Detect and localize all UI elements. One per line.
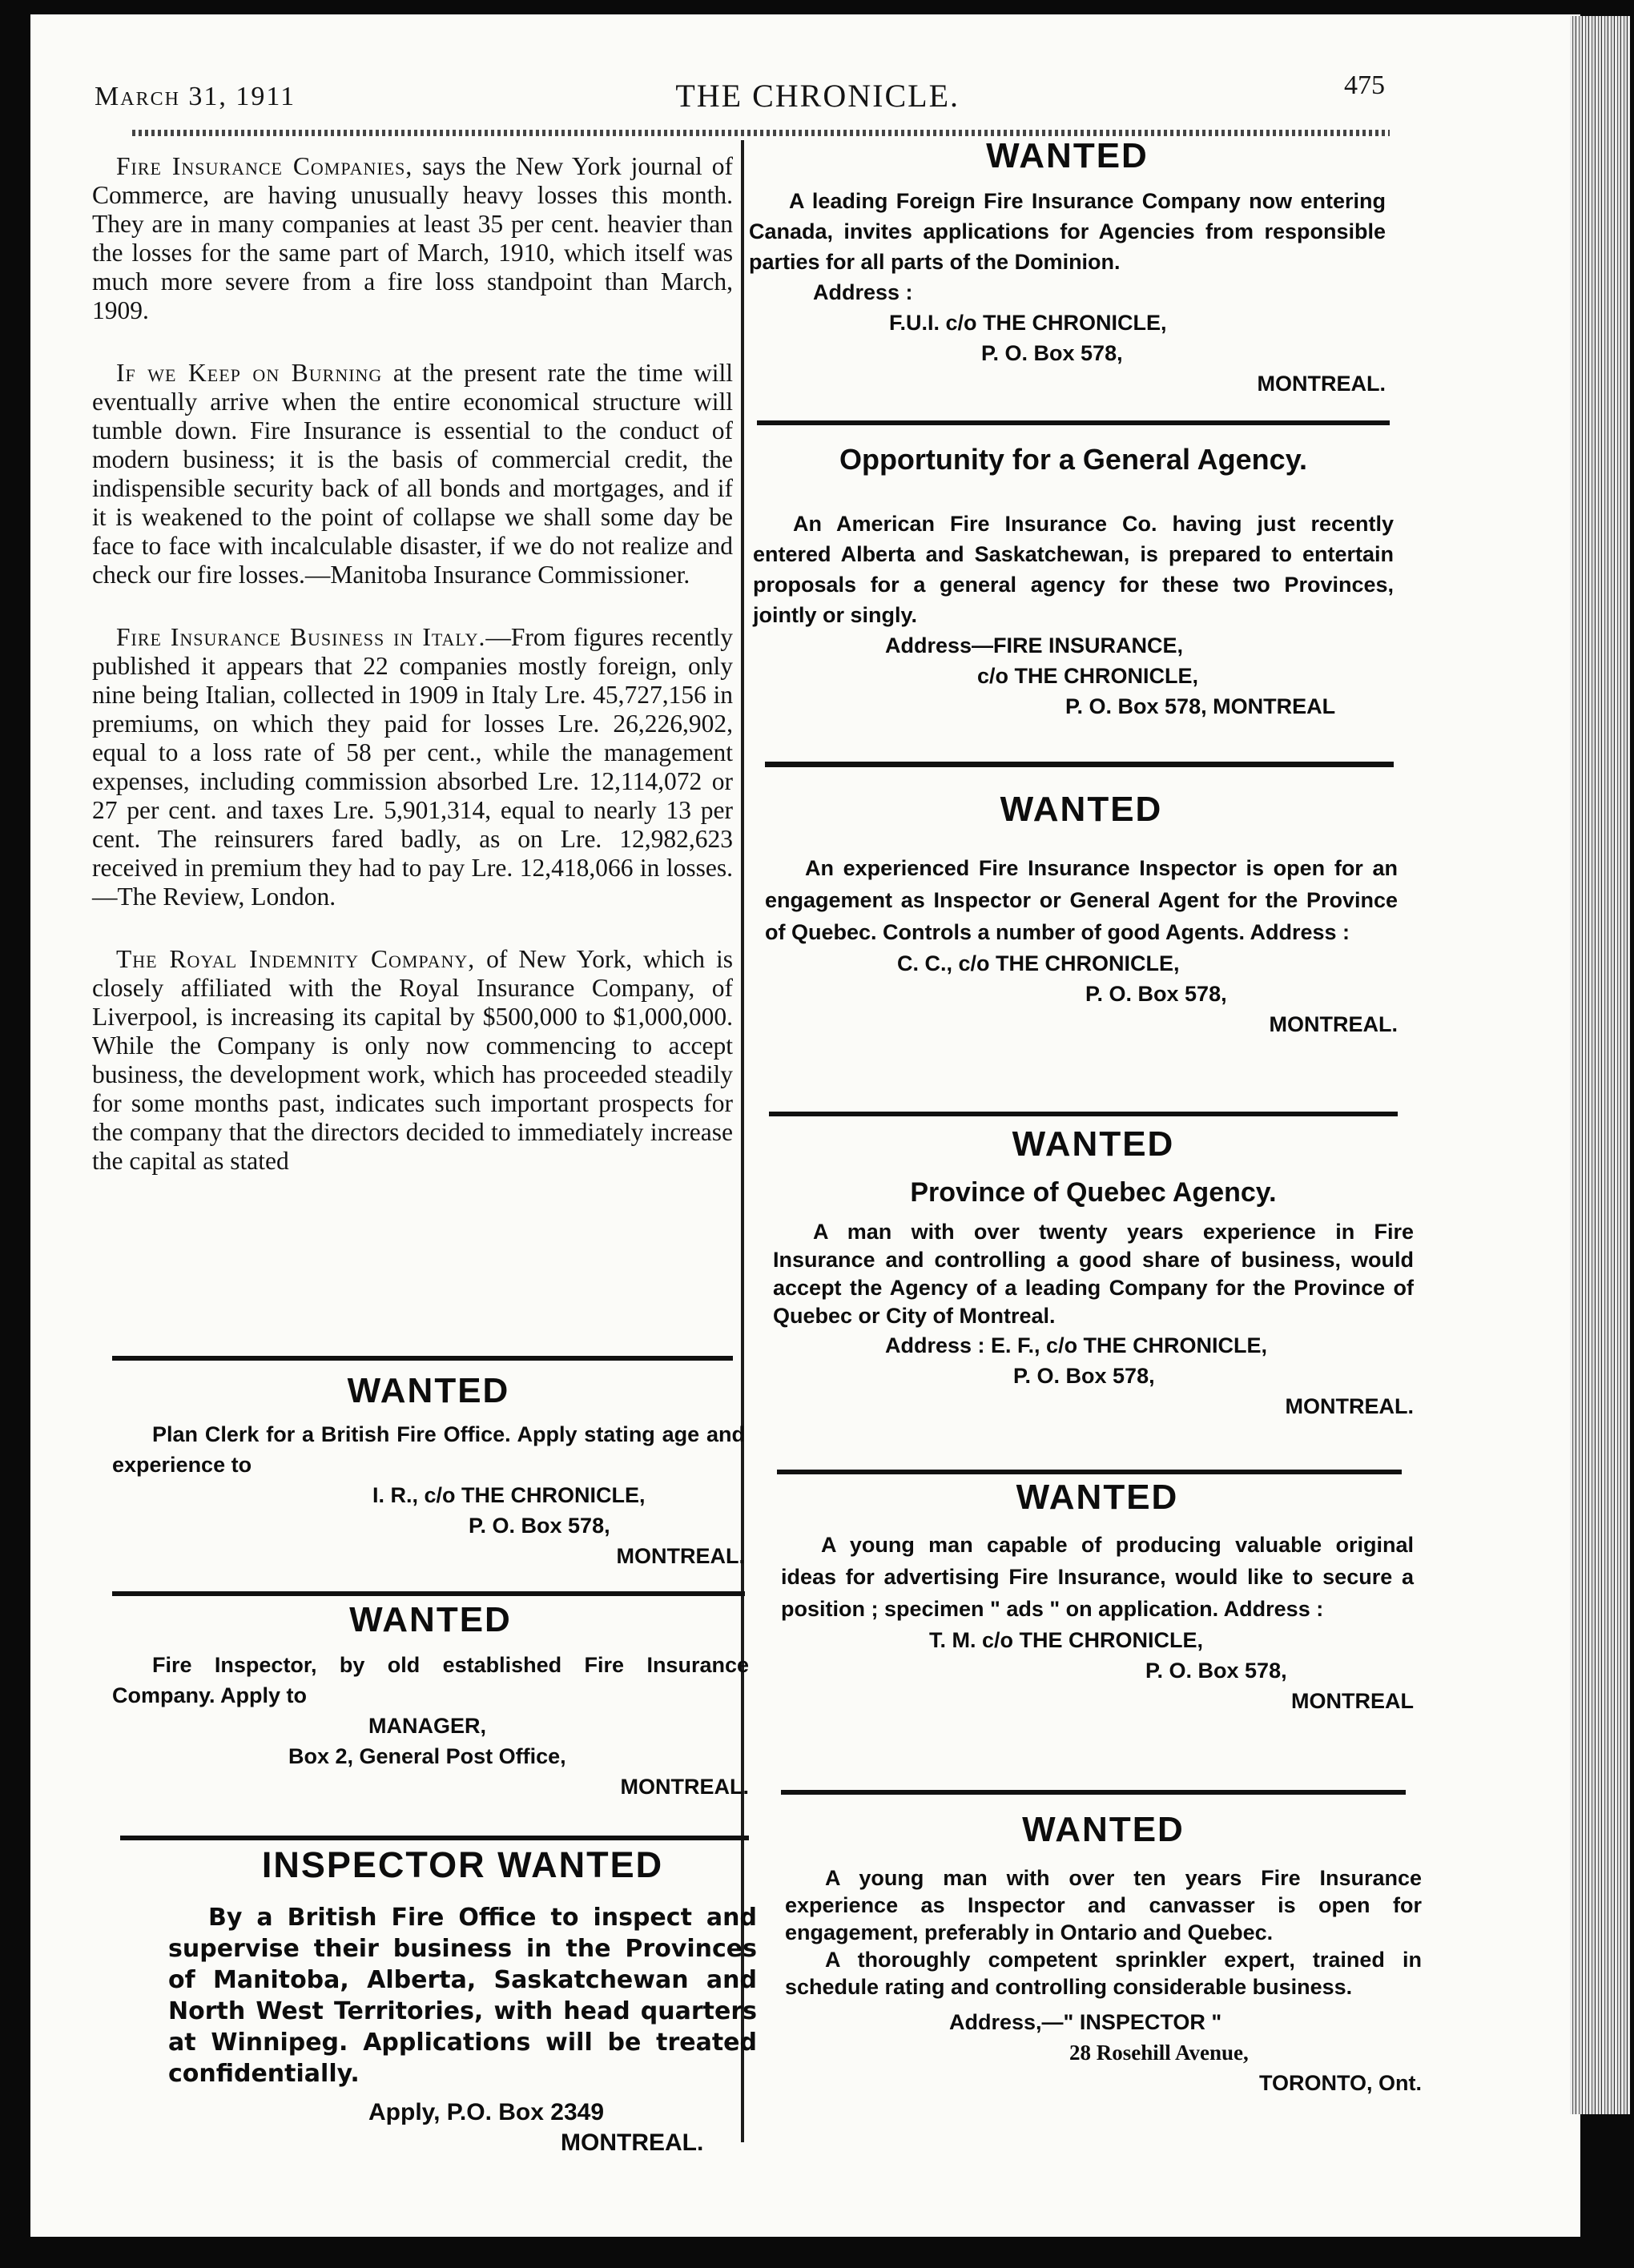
- ad-address-city: MONTREAL.: [616, 1544, 745, 1568]
- ad-separator: [112, 1591, 745, 1596]
- page-number: 475: [1344, 70, 1385, 100]
- ad-address-line: C. C., c/o THE CHRONICLE,: [897, 951, 1180, 975]
- ad-address-line: P. O. Box 578,: [1145, 1659, 1287, 1683]
- editorial-paragraph: [92, 623, 733, 911]
- page-header: [62, 70, 1384, 127]
- ad-heading: WANTED: [1012, 1124, 1175, 1164]
- ad-separator: [777, 1470, 1402, 1474]
- ad-wanted-inspector-quebec: [765, 790, 1398, 1040]
- ad-address-city: MONTREAL.: [1285, 1394, 1414, 1418]
- issue-date: March 31, 1911: [95, 82, 296, 111]
- ad-wanted-sprinkler-expert: [785, 1810, 1422, 2098]
- ad-address-line: T. M. c/o THE CHRONICLE,: [929, 1628, 1204, 1652]
- ad-body: A young man with over ten years Fire Insurance experience as Inspector and canvasser is open for engagement, preferably in Ontario and Quebec.: [785, 1866, 1422, 1944]
- header-rule: [132, 130, 1390, 136]
- ad-general-agency: [753, 443, 1394, 722]
- ad-address-line: F.U.I. c/o THE CHRONICLE,: [889, 311, 1167, 335]
- ad-inspector-wanted: [168, 1844, 757, 2158]
- ad-body: A man with over twenty years experience in Fire Insurance and controlling a good share of business, would accept the Agency of a leading Company for the Province of Quebec or City of Montreal.: [773, 1220, 1414, 1328]
- paragraph-text: of New York, which is closely affiliated with the Royal Insurance Company, of Liverpool, is increasing its capital by $500,000 to $1,000,000. While the Company is only now commencing to accept business, the development work, which has proceeded steadily for some months past, indicates such important prospects for the company that the directors decided to immediately increase the capital as stated: [92, 945, 734, 1175]
- ad-heading: WANTED: [986, 136, 1149, 175]
- ad-address-line: P. O. Box 578,: [1085, 982, 1227, 1006]
- ad-separator: [112, 1356, 733, 1361]
- ad-wanted-plan-clerk: [112, 1371, 745, 1571]
- ad-separator: [781, 1790, 1406, 1795]
- ad-body: An American Fire Insurance Co. having just recently entered Alberta and Saskatchewan, is prepared to entertain proposals for a general agency for these two Provinces, jointly or singly.: [753, 512, 1394, 627]
- ad-body: A leading Foreign Fire Insurance Company now entering Canada, invites applications for Agencies from responsible parties for all parts of the Dominion.: [749, 189, 1386, 274]
- ad-address-line: c/o THE CHRONICLE,: [977, 664, 1199, 688]
- ad-address-line: Address,—" INSPECTOR ": [949, 2010, 1222, 2034]
- ad-body: An experienced Fire Insurance Inspector is open for an engagement as Inspector or General Agent for the Province of Quebec. Controls a number of good Agents. Address :: [765, 856, 1398, 944]
- ad-address-line: I. R., c/o THE CHRONICLE,: [372, 1483, 646, 1507]
- ad-address-line: P. O. Box 578,: [1013, 1364, 1155, 1388]
- editorial-paragraph: [92, 359, 733, 589]
- ad-address-line: P. O. Box 578,: [981, 341, 1123, 365]
- ad-heading: INSPECTOR WANTED: [261, 1844, 664, 1885]
- editorial-paragraph: [92, 945, 733, 1176]
- ad-heading: WANTED: [1000, 790, 1163, 829]
- ad-address-city: MONTREAL.: [561, 2129, 704, 2156]
- ad-separator: [757, 420, 1390, 425]
- ad-address-line: Apply, P.O. Box 2349: [368, 2099, 605, 2125]
- ad-heading: WANTED: [1022, 1810, 1185, 1849]
- ad-body: Fire Inspector, by old established Fire Insurance Company. Apply to: [112, 1653, 749, 1707]
- ad-address-line: Box 2, General Post Office,: [288, 1744, 566, 1768]
- paragraph-lead: Fire Insurance Companies,: [116, 152, 413, 180]
- ad-address-line: MANAGER,: [368, 1714, 486, 1738]
- ad-address-line: 28 Rosehill Avenue,: [1069, 2041, 1249, 2065]
- paragraph-text: —From figures recently published it appears that 22 companies mostly foreign, only nine being Italian, collected in 1909 in Italy Lre. 45,727,156 in premiums, on which they paid for losses Lre. 26,226,902, equal to a loss rate of 58 per cent., while the management expenses, including commission absorbed Lre. 12,114,072 or 27 per cent. and taxes Lre. 5,901,314, equal to nearly 13 per cent. The reinsurers fared badly, as on Lre. 12,982,623 received in premium they had to pay Lre. 12,418,066 in losses.—The Review, London.: [92, 623, 734, 911]
- ad-address-city: MONTREAL.: [1269, 1012, 1398, 1036]
- ad-heading: WANTED: [349, 1600, 512, 1639]
- ad-body: By a British Fire Office to inspect and supervise their business in the Provinces of Manitoba, Alberta, Saskatchewan and North West Territories, with head quarters at Winnipeg. Applications will be treated confidentially.: [168, 1904, 757, 2088]
- publication-title: THE CHRONICLE.: [675, 78, 960, 114]
- ad-wanted-quebec-agency: [773, 1124, 1414, 1422]
- ad-wanted-fire-inspector: [112, 1600, 749, 1802]
- ad-body: Plan Clerk for a British Fire Office. Apply stating age and experience to: [112, 1422, 745, 1477]
- ad-separator: [765, 762, 1394, 767]
- page-edges: [1570, 16, 1630, 2114]
- ad-address-city: MONTREAL: [1291, 1689, 1414, 1713]
- ad-wanted-advertising-ideas: [781, 1478, 1414, 1716]
- ad-address-line: P. O. Box 578, MONTREAL: [1065, 694, 1336, 718]
- paragraph-text: at the present rate the time will eventually arrive when the entire economical structure will tumble down. Fire Insurance is essential to the conduct of modern business; it is the basis of commercial credit, the indispensible security back of all bonds and mortgages, and if it is weakened to the point of collapse we shall some day be face to face with incalculable disaster, if we do not realize and check our fire losses.—Manitoba Insurance Commissioner.: [92, 359, 733, 589]
- ad-subheading: Province of Quebec Agency.: [910, 1177, 1277, 1208]
- ad-wanted-foreign-company: [749, 136, 1386, 399]
- ad-address-label: Address :: [813, 280, 913, 304]
- ad-heading: WANTED: [347, 1371, 510, 1410]
- ad-body-continued: A thoroughly competent sprinkler expert, trained in schedule rating and controlling considerable business.: [785, 1948, 1422, 1999]
- ad-address-city: TORONTO, Ont.: [1258, 2071, 1422, 2095]
- ad-separator: [769, 1112, 1398, 1116]
- ad-address-city: MONTREAL.: [1257, 372, 1386, 396]
- editorial-paragraph: [92, 152, 733, 325]
- column-divider: [741, 140, 744, 2142]
- ad-address-city: MONTREAL.: [620, 1775, 749, 1799]
- ad-heading: Opportunity for a General Agency.: [839, 443, 1308, 476]
- paragraph-text: says the New York journal of Commerce, are having unusually heavy losses this month. They are in many companies at least 35 per cent. heavier than the losses for the same part of March, 1910, which itself was much more severe from a fire loss standpoint than March, 1909.: [92, 152, 733, 324]
- ad-body: A young man capable of producing valuable original ideas for advertising Fire Insurance, would like to secure a position ; specimen " ads " on application. Address :: [781, 1533, 1414, 1621]
- ad-heading: WANTED: [1016, 1478, 1179, 1517]
- paragraph-lead: The Royal Indemnity Company,: [116, 945, 476, 973]
- paragraph-lead: If we Keep on Burning: [116, 359, 383, 387]
- editorial-column: [92, 152, 733, 1209]
- ad-address-line: Address—FIRE INSURANCE,: [885, 633, 1184, 657]
- ad-address-line: Address : E. F., c/o THE CHRONICLE,: [885, 1333, 1268, 1357]
- ad-separator: [120, 1836, 749, 1840]
- paragraph-lead: Fire Insurance Business in Italy.: [116, 623, 486, 651]
- ad-address-line: P. O. Box 578,: [469, 1514, 610, 1538]
